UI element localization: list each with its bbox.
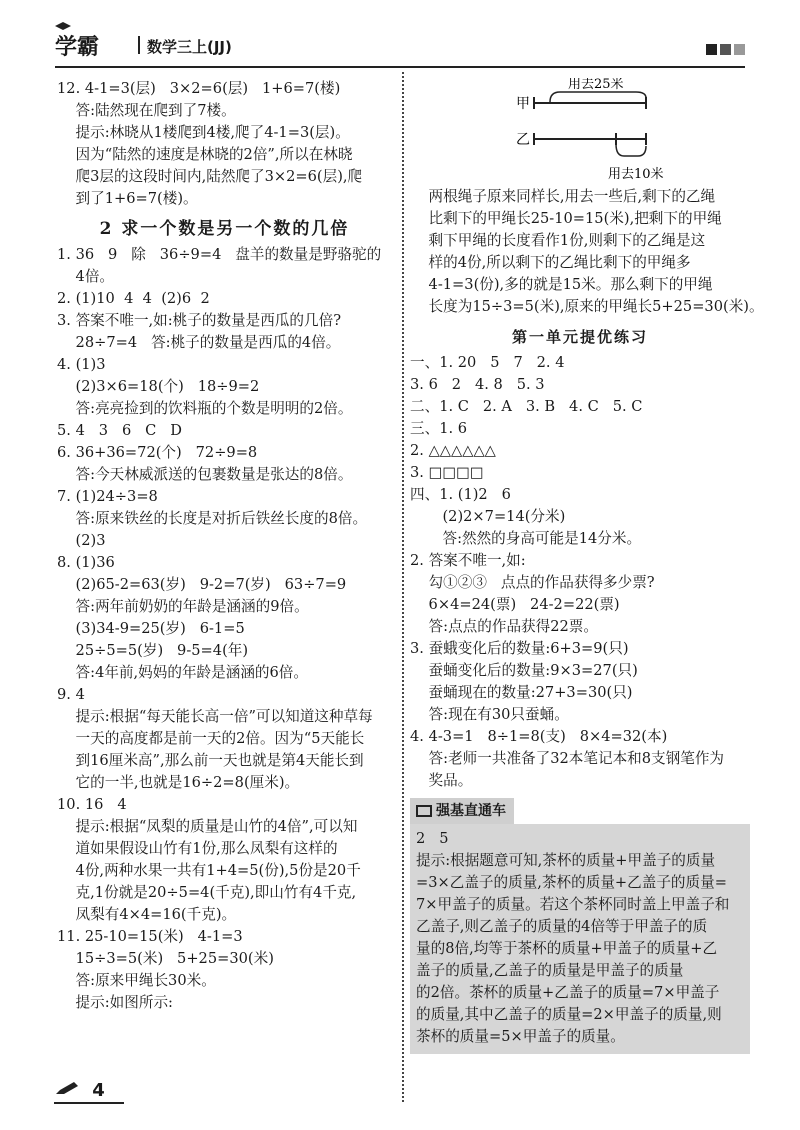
answer-line: (2)3×6=18(个) 18÷9=2 [57, 378, 260, 395]
page-footer [54, 1080, 105, 1101]
box-line: 的质量,其中乙盖子的质量=2×甲盖子的质量,则 [416, 1006, 722, 1023]
answer-line: 蚕蛹现在的数量:27+3=30(只) [410, 684, 633, 701]
column-divider [402, 72, 404, 1102]
answer-line: 答:亮亮捡到的饮料瓶的个数是明明的2倍。 [57, 400, 353, 417]
answer-line: 9. 4 [57, 686, 85, 703]
subject-title: 数学三上(JJ) [147, 38, 232, 56]
logo-text: 学霸 [55, 35, 100, 60]
answer-line: 6. 36+36=72(个) 72÷9=8 [57, 444, 258, 461]
box-line: 乙盖子,则乙盖子的质量的4倍等于甲盖子的质 [416, 918, 708, 935]
answer-line: 28÷7=4 答:桃子的数量是西瓜的4倍。 [57, 334, 341, 351]
header-squares [703, 40, 745, 59]
answer-line: 10. 16 4 [57, 796, 127, 813]
answer-line: 奖品。 [410, 772, 473, 789]
answer-line: (2)65-2=63(岁) 9-2=7(岁) 63÷7=9 [57, 576, 347, 593]
answer-line: 6×4=24(票) 24-2=22(票) [410, 596, 620, 613]
answer-line: 7. (1)24÷3=8 [57, 488, 158, 505]
header-separator [138, 36, 140, 54]
box-line: 茶杯的质量=5×甲盖子的质量。 [416, 1028, 625, 1045]
section-title: 第一单元提优练习 [511, 328, 648, 346]
graduation-cap-icon [55, 22, 71, 32]
answer-line: 比剩下的甲绳长25-10=15(米),把剩下的甲绳 [410, 210, 722, 227]
footer-rule [54, 1102, 124, 1104]
label-yi: 乙 [516, 132, 530, 148]
brace-top [550, 92, 646, 102]
answer-line: 3. 6 2 4. 8 5. 3 [410, 376, 545, 393]
answer-line: 勾①②③ 点点的作品获得多少票? [410, 574, 655, 591]
square-icon [720, 44, 731, 55]
answer-line: 12. 4-1=3(层) 3×2=6(层) 1+6=7(楼) [57, 80, 341, 97]
answer-line: (2)3 [57, 532, 106, 549]
answer-line: 2. 答案不唯一,如: [410, 552, 526, 569]
label-jia: 甲 [516, 96, 530, 112]
page-number: 4 [92, 1080, 105, 1101]
answer-line: 3. □□□□ [410, 464, 484, 481]
answer-line: 三、1. 6 [410, 420, 468, 437]
answer-line: 提示:根据“每天能长高一倍”可以知道这种草每 [57, 708, 373, 725]
answer-line: 剩下甲绳的长度看作1份,则剩下的乙绳是这 [410, 232, 706, 249]
answer-line: 3. 答案不唯一,如:桃子的数量是西瓜的几倍? [57, 312, 342, 329]
answer-line: 4. (1)3 [57, 356, 106, 373]
answer-line: 凤梨有4×4=16(千克)。 [57, 906, 237, 923]
box-line: 量的8倍,均等于茶杯的质量+甲盖子的质量+乙 [416, 940, 718, 957]
box-line: =3×乙盖子的质量,茶杯的质量+乙盖子的质量= [416, 874, 727, 891]
answer-line: 4倍。 [57, 268, 115, 285]
answer-line: 到16厘米高”,那么前一天也就是第4天能长到 [57, 752, 364, 769]
box-header [410, 798, 750, 822]
box-line: 7×甲盖子的质量。若这个茶杯同时盖上甲盖子和 [416, 896, 730, 913]
answer-line: 15÷3=5(米) 5+25=30(米) [57, 950, 274, 967]
answer-line: (3)34-9=25(岁) 6-1=5 [57, 620, 245, 637]
challenge-box [410, 824, 750, 1054]
answer-line: 蚕蛹变化后的数量:9×3=27(只) [410, 662, 638, 679]
answer-line: 4-1=3(份),多的就是15米。那么剩下的甲绳 [410, 276, 713, 293]
page-header [55, 28, 745, 68]
book-icon [416, 805, 432, 817]
answer-line: 四、1. (1)2 6 [410, 486, 511, 503]
answer-line: 二、1. C 2. A 3. B 4. C 5. C [410, 398, 643, 415]
answer-line: 2. (1)10 4 4 (2)6 2 [57, 290, 210, 307]
answer-line: (2)2×7=14(分米) [410, 508, 566, 525]
rope-diagram-svg [410, 78, 750, 186]
pencil-icon [54, 1080, 80, 1096]
answer-line: 答:两年前奶奶的年龄是涵涵的9倍。 [57, 598, 309, 615]
answer-line: 到了1+6=7(楼)。 [57, 190, 198, 207]
answer-line: 4份,两种水果一共有1+4=5(份),5份是20千 [57, 862, 361, 879]
answer-line: 答:原来铁丝的长度是对折后铁丝长度的8倍。 [57, 510, 368, 527]
answer-line: 答:现在有30只蚕蛹。 [410, 706, 569, 723]
answer-line: 5. 4 3 6 C D [57, 422, 182, 439]
square-icon [734, 44, 745, 55]
brace-bottom [616, 144, 646, 156]
answer-line: 1. 36 9 除 36÷9=4 盘羊的数量是野骆驼的 [57, 246, 382, 263]
answer-line: 爬3层的这段时间内,陆然爬了3×2=6(层),爬 [57, 168, 363, 185]
answer-line: 道如果假设山竹有1份,那么凤梨有这样的 [57, 840, 338, 857]
left-column [57, 78, 392, 1014]
right-text [410, 186, 764, 792]
answer-line: 答:今天林威派送的包裹数量是张达的8倍。 [57, 466, 353, 483]
right-column [410, 78, 764, 1054]
answer-line: 提示:如图所示: [57, 994, 173, 1011]
answer-line: 提示:林晓从1楼爬到4楼,爬了4-1=3(层)。 [57, 124, 350, 141]
answer-line: 它的一半,也就是16÷2=8(厘米)。 [57, 774, 300, 791]
box-line: 盖子的质量,乙盖子的质量是甲盖子的质量 [416, 962, 684, 979]
box-line: 提示:根据题意可知,茶杯的质量+甲盖子的质量 [416, 852, 716, 869]
answer-line: 3. 蚕蛾变化后的数量:6+3=9(只) [410, 640, 629, 657]
answer-line: 长度为15÷3=5(米),原来的甲绳长5+25=30(米)。 [410, 298, 764, 315]
answer-line: 答:点点的作品获得22票。 [410, 618, 598, 635]
box-tag [410, 798, 514, 824]
answer-line: 答:陆然现在爬到了7楼。 [57, 102, 236, 119]
section-title: 2 求一个数是另一个数的几倍 [99, 219, 350, 239]
answer-line: 25÷5=5(岁) 9-5=4(年) [57, 642, 249, 659]
answer-line: 一、1. 20 5 7 2. 4 [410, 354, 565, 371]
answer-line: 11. 25-10=15(米) 4-1=3 [57, 928, 243, 945]
answer-line: 因为“陆然的速度是林晓的2倍”,所以在林晓 [57, 146, 353, 163]
answer-line: 答:老师一共准备了32本笔记本和8支钢笔作为 [410, 750, 725, 767]
brand-logo [55, 30, 99, 61]
header-rule [55, 66, 745, 68]
used-25-label: 用去25米 [568, 78, 624, 92]
answer-line: 样的4份,所以剩下的乙绳比剩下的甲绳多 [410, 254, 691, 271]
answer-line: 克,1份就是20÷5=4(千克),即山竹有4千克, [57, 884, 357, 901]
answer-line: 8. (1)36 [57, 554, 115, 571]
answer-line: 一天的高度都是前一天的2倍。因为“5天能长 [57, 730, 365, 747]
rope-diagram [410, 78, 750, 186]
answer-line: 答:原来甲绳长30米。 [57, 972, 216, 989]
answer-line: 提示:根据“凤梨的质量是山竹的4倍”,可以知 [57, 818, 358, 835]
used-10-label: 用去10米 [608, 167, 664, 182]
box-line: 的2倍。茶杯的质量+乙盖子的质量=7×甲盖子 [416, 984, 720, 1001]
box-line: 2 5 [416, 830, 449, 847]
square-icon [706, 44, 717, 55]
answer-line: 两根绳子原来同样长,用去一些后,剩下的乙绳 [410, 188, 716, 205]
answer-line: 2. △△△△△△ [410, 442, 496, 459]
answer-line: 4. 4-3=1 8÷1=8(支) 8×4=32(本) [410, 728, 668, 745]
answer-line: 答:然然的身高可能是14分米。 [410, 530, 642, 547]
box-title: 强基直通车 [436, 803, 506, 819]
answer-line: 答:4年前,妈妈的年龄是涵涵的6倍。 [57, 664, 308, 681]
